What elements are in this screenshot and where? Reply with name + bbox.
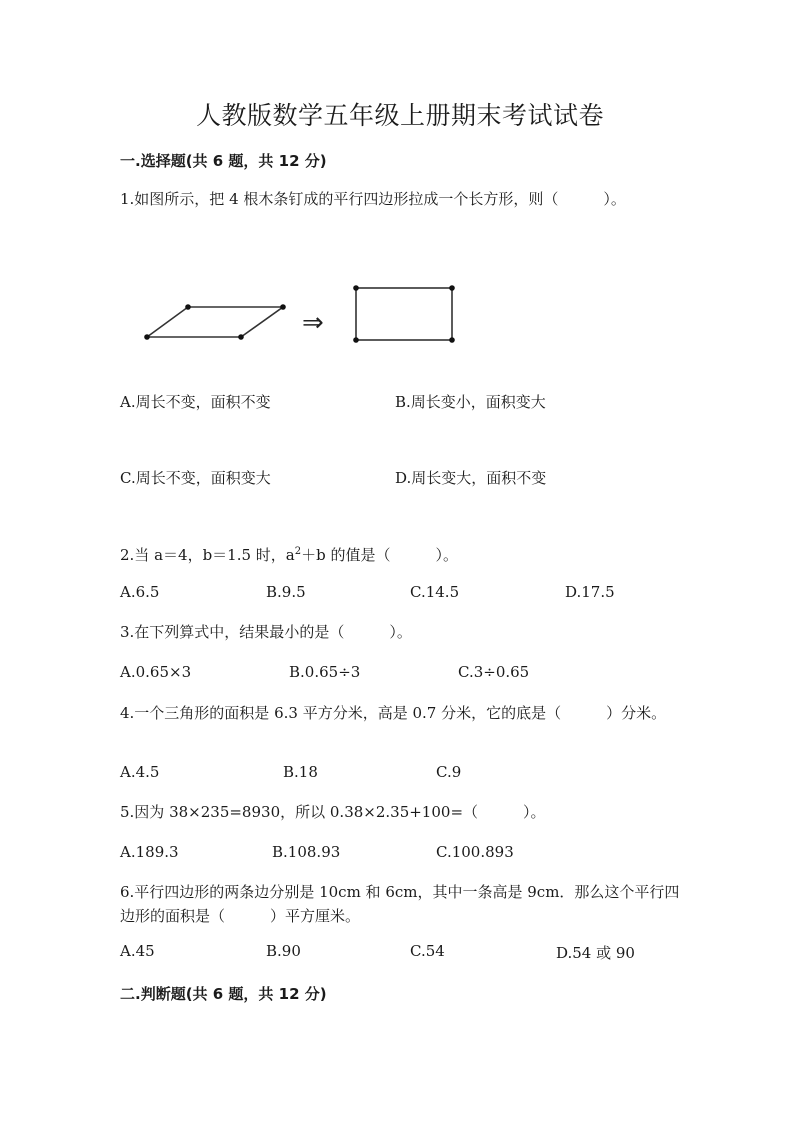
q6-option-b: B.90 [266, 942, 301, 960]
vertex-dot [238, 334, 244, 340]
question-3: 3.在下列算式中，结果最小的是（ ）。 [120, 623, 412, 641]
parallelogram-shape [147, 307, 283, 337]
exponent: 2 [294, 546, 302, 557]
q5-option-b: B.108.93 [272, 843, 341, 861]
vertex-dot [144, 334, 150, 340]
q1-option-c: C.周长不变，面积变大 [120, 469, 271, 487]
vertex-dot [449, 285, 455, 291]
vertex-dot [353, 285, 359, 291]
q3-option-b: B.0.65÷3 [289, 663, 361, 681]
question-2: 2.当 a＝4，b＝1.5 时，$a^2+b$ 的值是（ ）。 [120, 546, 458, 564]
q6-option-d: D.54 或 90 [556, 944, 635, 962]
vertex-dot [353, 337, 359, 343]
question-6: 6.平行四边形的两条边分别是 10cm 和 6cm，其中一条高是 9cm．那么这个平行四边形的面积是（ ）平方厘米。 [120, 883, 680, 925]
question-5: 5.因为 38×235=8930，所以 0.38×2.35+100=（ ）。 [120, 803, 546, 821]
q5-option-c: C.100.893 [436, 843, 514, 861]
vertex-dot [185, 304, 191, 310]
q2-option-c: C.14.5 [410, 583, 460, 601]
q4-option-a: A.4.5 [120, 763, 160, 781]
q6-option-c: C.54 [410, 942, 445, 960]
q3-option-c: C.3÷0.65 [458, 663, 530, 681]
q1-option-a: A.周长不变，面积不变 [120, 393, 271, 411]
q6-option-a: A.45 [120, 942, 155, 960]
rectangle-shape [356, 288, 452, 340]
q2-option-d: D.17.5 [565, 583, 615, 601]
transform-arrow: ⇒ [302, 308, 324, 338]
question-4: 4.一个三角形的面积是 6.3 平方分米，高是 0.7 分米，它的底是（ ）分米。 [120, 704, 667, 722]
q1-option-b: B.周长变小，面积变大 [395, 393, 546, 411]
question-1: 1.如图所示，把 4 根木条钉成的平行四边形拉成一个长方形，则（ ）。 [120, 190, 626, 208]
parallelogram-to-rectangle-figure [140, 282, 470, 348]
q3-option-a: A.0.65×3 [120, 663, 192, 681]
page-title: 人教版数学五年级上册期末考试试卷 [195, 101, 604, 130]
q4-option-b: B.18 [283, 763, 318, 781]
vertex-dot [280, 304, 286, 310]
q4-option-c: C.9 [436, 763, 462, 781]
section-heading-judgement: 二.判断题(共 6 题，共 12 分) [120, 985, 327, 1003]
q2-option-a: A.6.5 [120, 583, 160, 601]
q1-option-d: D.周长变大，面积不变 [395, 469, 547, 487]
section-heading-choice: 一.选择题(共 6 题，共 12 分) [120, 152, 327, 170]
q5-option-a: A.189.3 [120, 843, 179, 861]
q2-option-b: B.9.5 [266, 583, 306, 601]
vertex-dot [449, 337, 455, 343]
